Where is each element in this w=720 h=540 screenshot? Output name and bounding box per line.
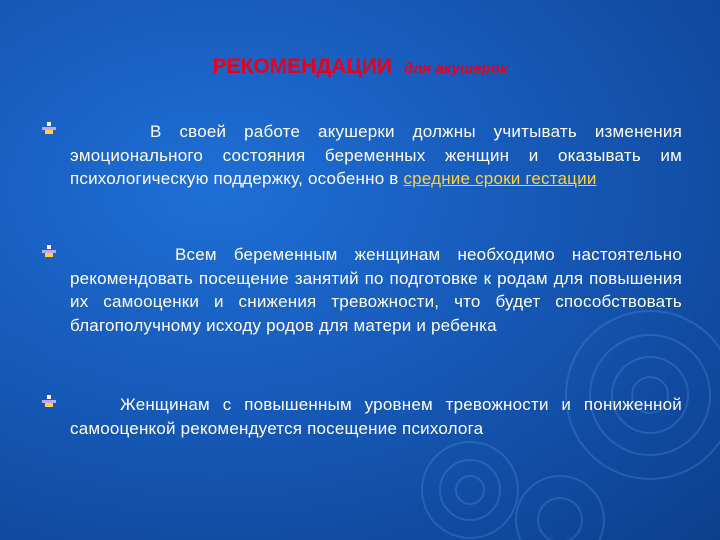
square-bullet-icon [42,122,56,134]
gestation-link[interactable]: средние сроки гестации [403,169,597,188]
bullet-1-text: В своей работе акушерки должны учитывать изменения эмоционального состояния беременных женщин и оказывать им психологическую поддержку, особенно в [70,122,682,188]
bullet-item-2 [42,243,682,337]
title-main: РЕКОМЕНДАЦИИ [212,55,392,78]
square-bullet-icon [42,245,56,257]
slide-title [0,55,720,79]
title-subtitle: для акушерок [403,60,508,77]
bullet-item-1 [42,120,682,191]
square-bullet-icon [42,395,56,407]
bullet-2-text: Всем беременным женщинам необходимо настоятельно рекомендовать посещение занятий по подготовке к родам для повышения их самооценки и снижения тревожности, что будет способствовать благополучному исходу родов для матери и ребенка [70,245,682,335]
bullet-text-3 [70,393,682,440]
bullet-item-3 [42,393,682,440]
bullet-text-1 [70,120,682,191]
bullet-text-2 [70,243,682,337]
bullet-3-text: Женщинам с повышенным уровнем тревожности и пониженной самооценкой рекомендуется посещение психолога [70,395,682,438]
